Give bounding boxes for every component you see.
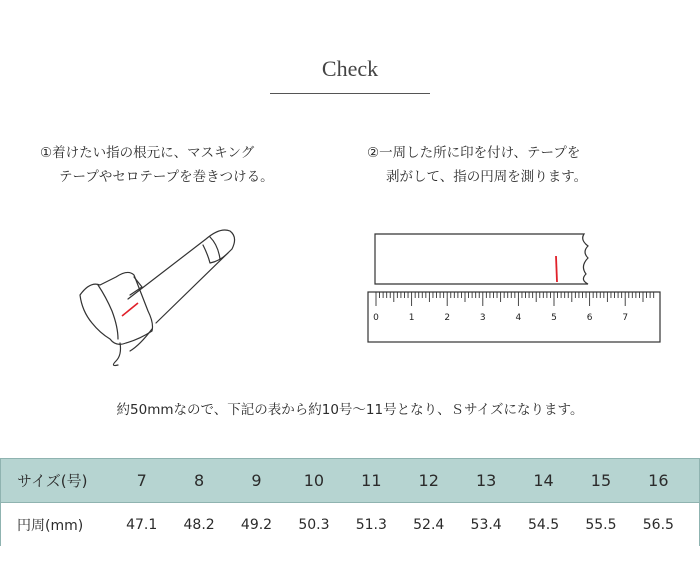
circumference-value: 54.5 <box>527 516 560 533</box>
size-value: 8 <box>194 471 205 490</box>
circumference-value: 49.2 <box>240 516 273 533</box>
size-cells <box>113 471 699 490</box>
circumference-value: 48.2 <box>183 516 215 533</box>
tape-mark <box>556 256 557 282</box>
step-1-line-1: ①着けたい指の根元に、マスキング <box>40 145 255 161</box>
circumference-value: 53.4 <box>470 516 502 533</box>
step-2-line-2: 剥がして、指の円周を測ります。 <box>386 169 588 185</box>
finger-tape-illustration <box>70 215 250 375</box>
size-summary-text: 約50mmなので、下記の表から約10号～11号となり、Ｓサイズになります。 <box>116 402 584 418</box>
size-value: 11 <box>361 471 382 490</box>
circumference-value: 47.1 <box>126 516 158 533</box>
step-1-line-2: テープやセロテープを巻きつける。 <box>59 169 274 185</box>
page-title: Check <box>321 56 379 81</box>
circumference-label: 円周(mm) <box>17 517 84 534</box>
ruler-label: 0 <box>373 313 379 323</box>
ruler-label: 5 <box>551 313 557 323</box>
size-label: サイズ(号) <box>17 472 88 490</box>
size-table-circumference-row <box>1 502 699 546</box>
circumference-value: 52.4 <box>413 516 445 533</box>
mark-line <box>122 303 138 316</box>
size-value: 16 <box>648 471 669 490</box>
ruler-label: 1 <box>408 313 415 323</box>
size-value: 12 <box>418 471 439 490</box>
ruler-label: 2 <box>444 313 451 323</box>
size-value: 10 <box>303 471 325 490</box>
size-table-header-row <box>1 459 699 502</box>
size-value: 7 <box>136 471 147 490</box>
circumference-value: 56.5 <box>642 516 674 533</box>
size-value: 15 <box>590 471 612 490</box>
circumference-value: 55.5 <box>585 516 617 533</box>
step-2-line-1: ②一周した所に印を付け、テープを <box>367 145 581 161</box>
size-value: 14 <box>533 471 554 490</box>
step-2-instructions <box>367 141 587 189</box>
ruler-label: 3 <box>479 313 486 323</box>
size-value: 13 <box>475 471 497 490</box>
size-table <box>0 458 700 546</box>
circumference-cells <box>113 517 699 533</box>
step-1-instructions <box>40 141 274 189</box>
ruler-label: 4 <box>515 313 522 323</box>
ruler-label: 6 <box>586 313 593 323</box>
title-underline <box>270 93 430 94</box>
size-value: 9 <box>251 471 262 490</box>
circumference-value: 50.3 <box>298 516 330 533</box>
ruler-label: 7 <box>622 313 629 323</box>
circumference-value: 51.3 <box>355 516 387 533</box>
tape-ruler-illustration <box>360 226 670 348</box>
